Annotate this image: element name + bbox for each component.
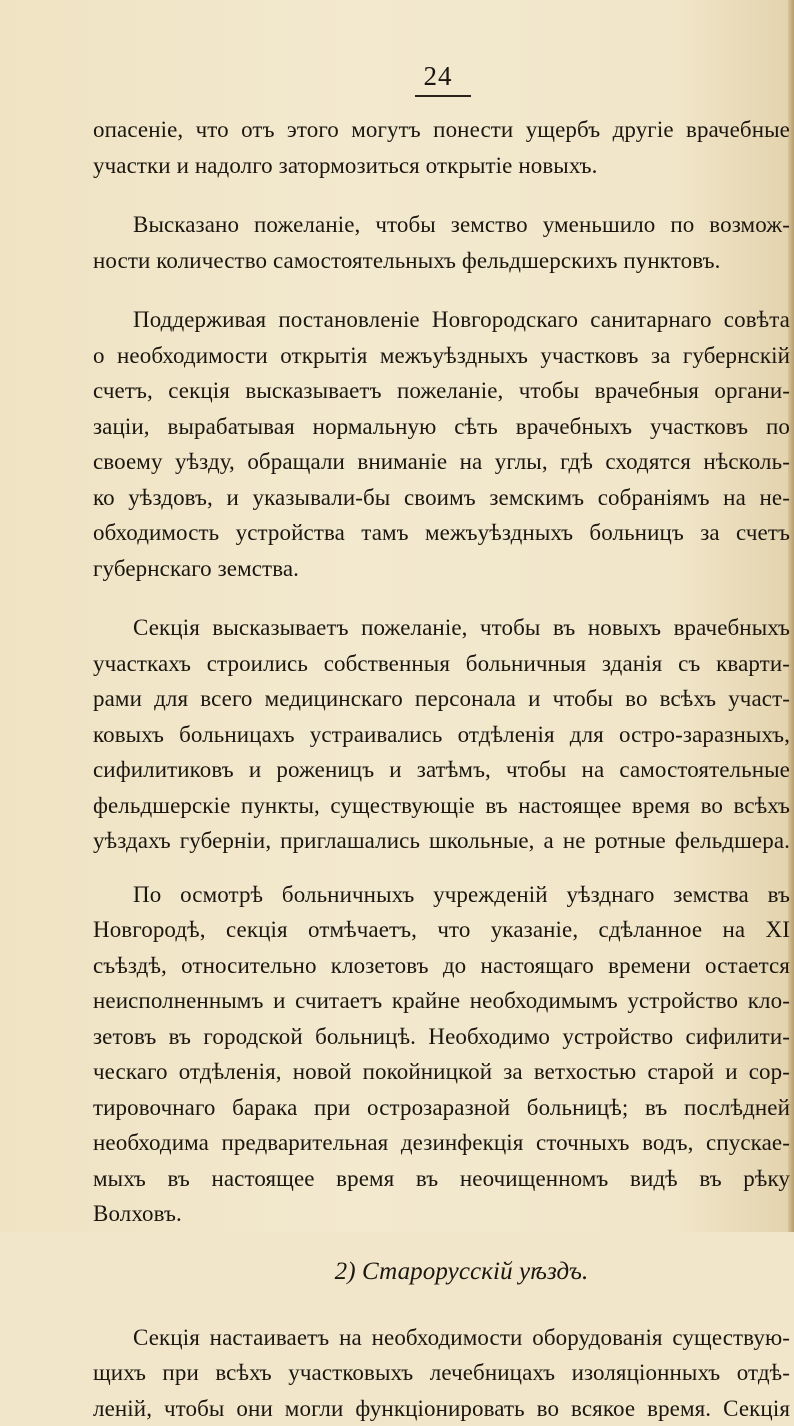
text-line: Секція высказываетъ пожеланіе, чтобы въ новыхъ врачебныхъ <box>93 610 790 646</box>
text-line: счетъ, секція высказываетъ пожеланіе, чтобы врачебныя органи- <box>93 373 790 409</box>
text-line: съѣздѣ, относительно клозетовъ до настоящаго времени остается <box>93 948 790 984</box>
text-line: ности количество самостоятельныхъ фельдшерскихъ пунктовъ. <box>93 243 790 279</box>
text-line: неисполненнымъ и считаетъ крайне необходимымъ устройство кло- <box>93 983 790 1019</box>
text-line: Секція настаиваетъ на необходимости оборудованія существую- <box>93 1320 790 1356</box>
text-line: сифилитиковъ и роженицъ и затѣмъ, чтобы на самостоятельные <box>93 752 790 788</box>
text-line: уѣздахъ губерніи, приглашались школьные, а не ротные фельдшера. <box>93 823 790 859</box>
text-line: щихъ при всѣхъ участковыхъ лечебницахъ изоляціонныхъ отдѣ- <box>93 1355 790 1391</box>
text-line: зетовъ въ городской больницѣ. Необходимо устройство сифилити- <box>93 1019 790 1055</box>
text-line: фельдшерскіе пункты, существующіе въ настоящее время во всѣхъ <box>93 788 790 824</box>
text-line: леній, чтобы они могли функціонировать во всякое время. Секція <box>93 1391 790 1426</box>
paragraph-1 <box>93 112 790 183</box>
paragraph-4 <box>93 610 790 859</box>
page-number-underline <box>415 95 471 97</box>
paragraph-6 <box>93 1320 790 1426</box>
text-line: заціи, вырабатывая нормальную сѣть врачебныхъ участковъ по <box>93 409 790 445</box>
paragraph-3 <box>93 302 790 586</box>
text-line: ческаго отдѣленія, новой покойницкой за ветхостью старой и сор- <box>93 1054 790 1090</box>
text-line: Поддерживая постановленіе Новгородскаго санитарнаго совѣта <box>93 302 790 338</box>
text-line: Волховъ. <box>93 1196 790 1232</box>
text-line: участки и надолго затормозиться открытіе новыхъ. <box>93 148 790 184</box>
text-line: губернскаго земства. <box>93 551 790 587</box>
text-line: рами для всего медицинскаго персонала и чтобы во всѣхъ участ- <box>93 681 790 717</box>
text-line: обходимость устройства тамъ межъуѣздныхъ больницъ за счетъ <box>93 515 790 551</box>
text-line: По осмотрѣ больничныхъ учрежденій уѣзднаго земства въ <box>93 877 790 913</box>
section-heading: 2) Старорусскій уѣздъ. <box>93 1252 790 1292</box>
paragraph-2 <box>93 207 790 278</box>
paragraph-5 <box>93 877 790 1232</box>
page-number: 24 <box>406 60 470 92</box>
text-line: тировочнаго барака при острозаразной больницѣ; въ послѣдней <box>93 1090 790 1126</box>
text-line: Новгородѣ, секція отмѣчаетъ, что указаніе, сдѣланное на XI <box>93 912 790 948</box>
text-line: о необходимости открытія межъуѣздныхъ участковъ за губернскій <box>93 338 790 374</box>
text-line: опасеніе, что отъ этого могутъ понести ущербъ другіе врачебные <box>93 112 790 148</box>
text-line: Высказано пожеланіе, чтобы земство уменьшило по возмож- <box>93 207 790 243</box>
text-line: своему уѣзду, обращали вниманіе на углы, гдѣ сходятся нѣсколь- <box>93 444 790 480</box>
text-line: ко уѣздовъ, и указывали-бы своимъ земскимъ собраніямъ на не- <box>93 480 790 516</box>
text-line: ковыхъ больницахъ устраивались отдѣленія для остро-заразныхъ, <box>93 717 790 753</box>
text-line: необходима предварительная дезинфекція сточныхъ водъ, спускае- <box>93 1125 790 1161</box>
body-text <box>93 112 790 1426</box>
text-line: участкахъ строились собственныя больничныя зданія съ кварти- <box>93 646 790 682</box>
text-line: мыхъ въ настоящее время въ неочищенномъ видѣ въ рѣку <box>93 1161 790 1197</box>
